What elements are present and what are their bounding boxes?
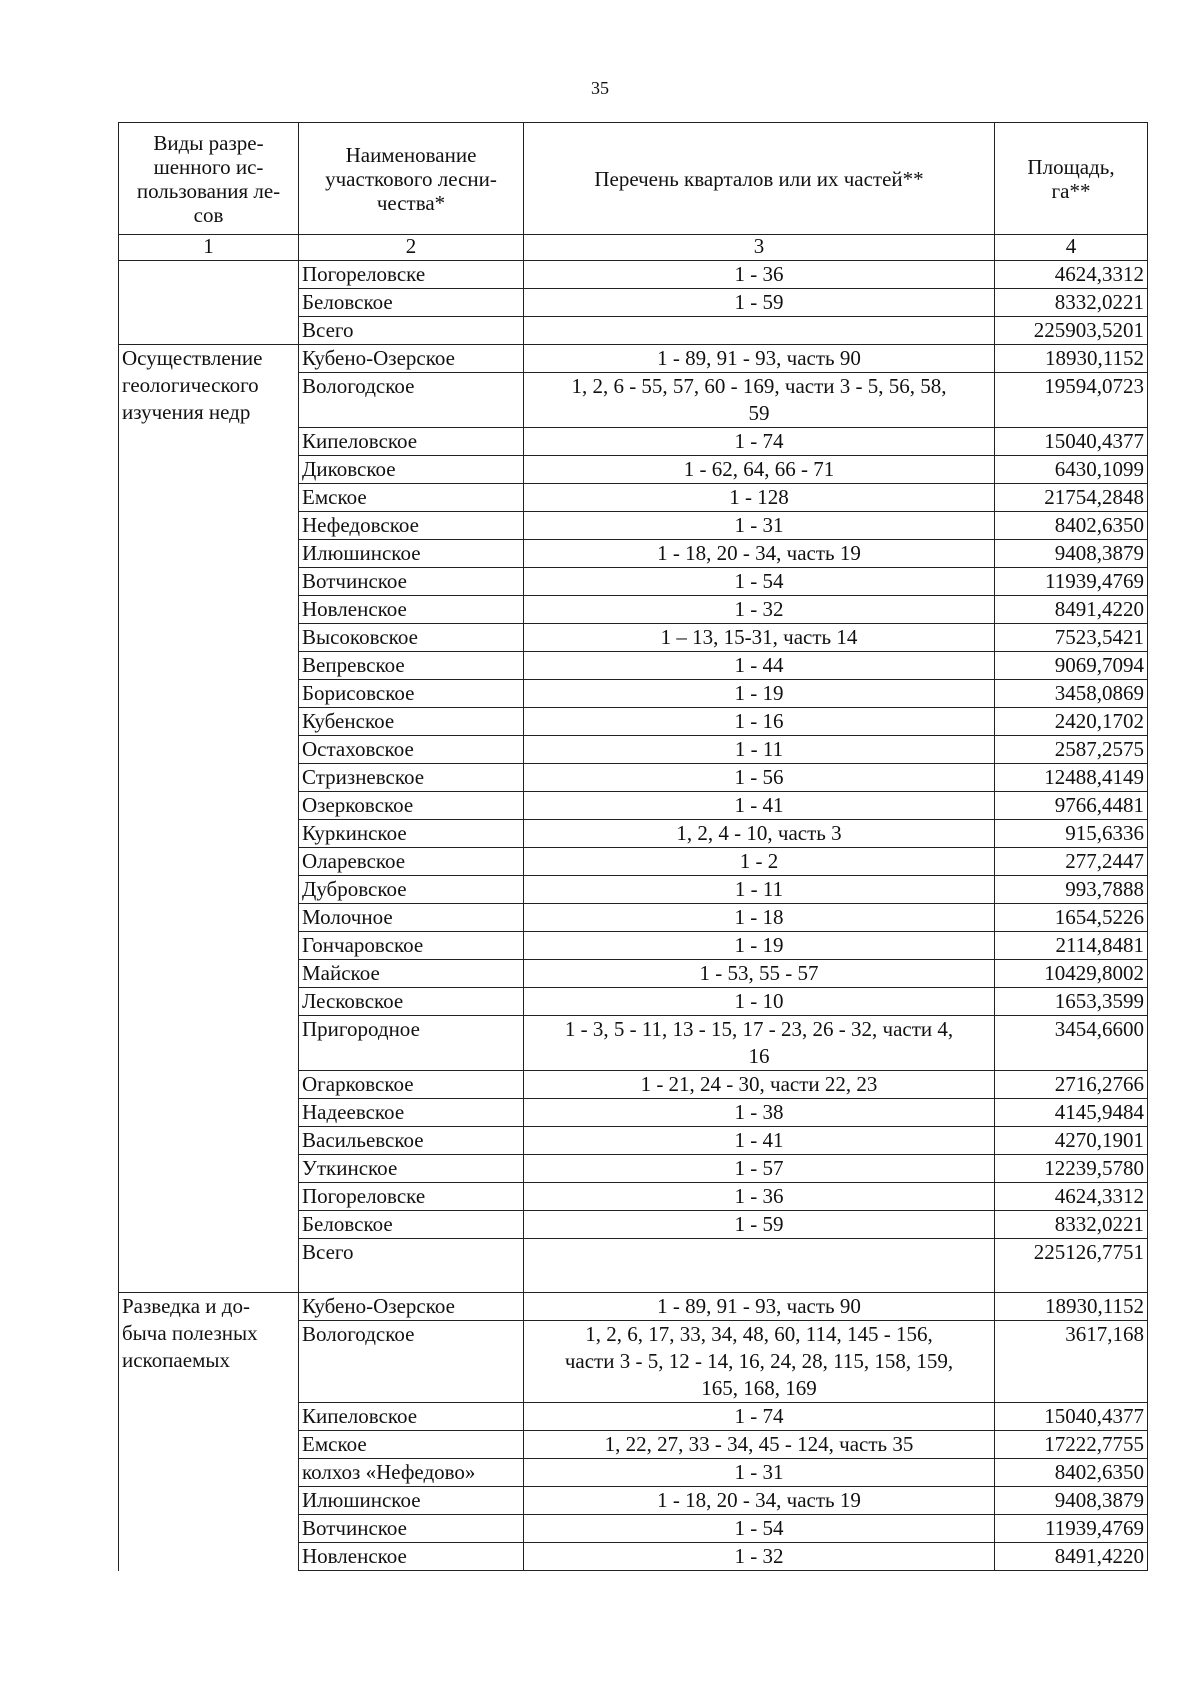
forestry-cell: Вологодское: [299, 373, 524, 428]
quarters-cell: 1 - 128: [524, 484, 995, 512]
area-cell: 9069,7094: [995, 652, 1148, 680]
forest-use-table: [118, 122, 1148, 1571]
forestry-cell: Высоковское: [299, 624, 524, 652]
quarters-cell: [524, 317, 995, 345]
header-quarters: Перечень кварталов или их частей**: [524, 123, 995, 235]
area-cell: 1653,3599: [995, 988, 1148, 1016]
area-cell: 8332,0221: [995, 1211, 1148, 1239]
quarters-cell: 1 - 19: [524, 932, 995, 960]
forestry-cell: Илюшинское: [299, 1487, 524, 1515]
area-cell: 8332,0221: [995, 289, 1148, 317]
area-cell: 8402,6350: [995, 512, 1148, 540]
area-cell: 225126,7751: [995, 1239, 1148, 1293]
forestry-cell: Борисовское: [299, 680, 524, 708]
column-number: 3: [524, 235, 995, 261]
forestry-cell: Васильевское: [299, 1127, 524, 1155]
forestry-cell: Вепревское: [299, 652, 524, 680]
quarters-cell: 1 - 32: [524, 1543, 995, 1571]
forestry-cell: Стризневское: [299, 764, 524, 792]
area-cell: 225903,5201: [995, 317, 1148, 345]
column-number: 1: [119, 235, 299, 261]
forestry-cell: Кубено-Озерское: [299, 1293, 524, 1321]
forestry-cell: Майское: [299, 960, 524, 988]
header-area: Площадь, га**: [995, 123, 1148, 235]
quarters-cell: 1 - 41: [524, 1127, 995, 1155]
quarters-cell: 1 - 11: [524, 876, 995, 904]
area-cell: 19594,0723: [995, 373, 1148, 428]
forestry-cell: Емское: [299, 1431, 524, 1459]
area-cell: 6430,1099: [995, 456, 1148, 484]
quarters-cell: 1 - 89, 91 - 93, часть 90: [524, 345, 995, 373]
area-cell: 9408,3879: [995, 1487, 1148, 1515]
quarters-cell: 1 - 56: [524, 764, 995, 792]
quarters-cell: 1 - 41: [524, 792, 995, 820]
header-use-type: Виды разре- шенного ис- пользования ле- сов: [119, 123, 299, 235]
area-cell: 3617,168: [995, 1321, 1148, 1403]
forestry-cell: Беловское: [299, 1211, 524, 1239]
quarters-cell: 1 - 59: [524, 289, 995, 317]
forestry-cell: Диковское: [299, 456, 524, 484]
quarters-cell: 1 - 18, 20 - 34, часть 19: [524, 540, 995, 568]
forestry-cell: Вологодское: [299, 1321, 524, 1403]
forestry-cell: Нефедовское: [299, 512, 524, 540]
forestry-cell: Новленское: [299, 1543, 524, 1571]
quarters-cell: 1 - 18: [524, 904, 995, 932]
quarters-cell: 1 - 36: [524, 1183, 995, 1211]
quarters-cell: 1 - 89, 91 - 93, часть 90: [524, 1293, 995, 1321]
column-number: 4: [995, 235, 1148, 261]
area-cell: 9766,4481: [995, 792, 1148, 820]
quarters-cell: 1 - 38: [524, 1099, 995, 1127]
forestry-cell: Пригородное: [299, 1016, 524, 1071]
forestry-cell: Озерковское: [299, 792, 524, 820]
forestry-cell: Вотчинское: [299, 1515, 524, 1543]
quarters-cell: 1 - 54: [524, 1515, 995, 1543]
forestry-cell: Кубенское: [299, 708, 524, 736]
quarters-cell: 1 - 10: [524, 988, 995, 1016]
forestry-cell: Всего: [299, 1239, 524, 1293]
area-cell: 2114,8481: [995, 932, 1148, 960]
column-number-row: [119, 235, 1148, 261]
quarters-cell: 1 - 74: [524, 1403, 995, 1431]
quarters-cell: 1 - 31: [524, 512, 995, 540]
area-cell: 4145,9484: [995, 1099, 1148, 1127]
area-cell: 3454,6600: [995, 1016, 1148, 1071]
forestry-cell: Куркинское: [299, 820, 524, 848]
quarters-cell: 1, 2, 4 - 10, часть 3: [524, 820, 995, 848]
area-cell: 2587,2575: [995, 736, 1148, 764]
table-row: [119, 345, 1148, 373]
area-cell: 18930,1152: [995, 345, 1148, 373]
quarters-cell: 1 - 11: [524, 736, 995, 764]
area-cell: 3458,0869: [995, 680, 1148, 708]
quarters-cell: [524, 1239, 995, 1293]
table-row: [119, 1293, 1148, 1321]
quarters-cell: 1 - 74: [524, 428, 995, 456]
quarters-cell: 1, 2, 6, 17, 33, 34, 48, 60, 114, 145 - 156, части 3 - 5, 12 - 14, 16, 24, 28, 115, 158, 159, 165, 168, 169: [524, 1321, 995, 1403]
table-row: [119, 261, 1148, 289]
forestry-cell: Емское: [299, 484, 524, 512]
area-cell: 4624,3312: [995, 1183, 1148, 1211]
quarters-cell: 1, 22, 27, 33 - 34, 45 - 124, часть 35: [524, 1431, 995, 1459]
area-cell: 18930,1152: [995, 1293, 1148, 1321]
quarters-cell: 1 - 21, 24 - 30, части 22, 23: [524, 1071, 995, 1099]
area-cell: 8491,4220: [995, 1543, 1148, 1571]
quarters-cell: 1 - 32: [524, 596, 995, 624]
forestry-cell: Уткинское: [299, 1155, 524, 1183]
quarters-cell: 1 - 16: [524, 708, 995, 736]
quarters-cell: 1 - 2: [524, 848, 995, 876]
area-cell: 10429,8002: [995, 960, 1148, 988]
quarters-cell: 1, 2, 6 - 55, 57, 60 - 169, части 3 - 5, 56, 58, 59: [524, 373, 995, 428]
area-cell: 11939,4769: [995, 568, 1148, 596]
forestry-cell: колхоз «Нефедово»: [299, 1459, 524, 1487]
quarters-cell: 1 - 18, 20 - 34, часть 19: [524, 1487, 995, 1515]
header-forestry: Наименование участкового лесни- чества*: [299, 123, 524, 235]
forestry-cell: Гончаровское: [299, 932, 524, 960]
quarters-cell: 1 - 19: [524, 680, 995, 708]
quarters-cell: 1 - 57: [524, 1155, 995, 1183]
forestry-cell: Молочное: [299, 904, 524, 932]
forestry-cell: Надеевское: [299, 1099, 524, 1127]
forestry-cell: Всего: [299, 317, 524, 345]
area-cell: 8491,4220: [995, 596, 1148, 624]
forestry-cell: Дубровское: [299, 876, 524, 904]
area-cell: 2420,1702: [995, 708, 1148, 736]
quarters-cell: 1 - 54: [524, 568, 995, 596]
quarters-cell: 1 - 62, 64, 66 - 71: [524, 456, 995, 484]
area-cell: 15040,4377: [995, 1403, 1148, 1431]
forestry-cell: Остаховское: [299, 736, 524, 764]
quarters-cell: 1 - 36: [524, 261, 995, 289]
forestry-cell: Илюшинское: [299, 540, 524, 568]
forestry-cell: Новленское: [299, 596, 524, 624]
forestry-cell: Вотчинское: [299, 568, 524, 596]
area-cell: 21754,2848: [995, 484, 1148, 512]
area-cell: 915,6336: [995, 820, 1148, 848]
quarters-cell: 1 - 44: [524, 652, 995, 680]
area-cell: 15040,4377: [995, 428, 1148, 456]
area-cell: 4270,1901: [995, 1127, 1148, 1155]
area-cell: 17222,7755: [995, 1431, 1148, 1459]
forestry-cell: Погореловске: [299, 1183, 524, 1211]
use-type-cell: Разведка и до- быча полезных ископаемых: [119, 1293, 299, 1571]
quarters-cell: 1 - 59: [524, 1211, 995, 1239]
area-cell: 12239,5780: [995, 1155, 1148, 1183]
header-row: [119, 123, 1148, 235]
quarters-cell: 1 - 31: [524, 1459, 995, 1487]
area-cell: 7523,5421: [995, 624, 1148, 652]
forestry-cell: Кубено-Озерское: [299, 345, 524, 373]
forestry-cell: Лесковское: [299, 988, 524, 1016]
forestry-cell: Оларевское: [299, 848, 524, 876]
quarters-cell: 1 – 13, 15-31, часть 14: [524, 624, 995, 652]
use-type-cell: Осуществление геологического изучения недр: [119, 345, 299, 1293]
area-cell: 2716,2766: [995, 1071, 1148, 1099]
forestry-cell: Кипеловское: [299, 428, 524, 456]
area-cell: 11939,4769: [995, 1515, 1148, 1543]
column-number: 2: [299, 235, 524, 261]
forestry-cell: Кипеловское: [299, 1403, 524, 1431]
quarters-cell: 1 - 3, 5 - 11, 13 - 15, 17 - 23, 26 - 32, части 4, 16: [524, 1016, 995, 1071]
area-cell: 1654,5226: [995, 904, 1148, 932]
forestry-cell: Беловское: [299, 289, 524, 317]
area-cell: 993,7888: [995, 876, 1148, 904]
area-cell: 277,2447: [995, 848, 1148, 876]
area-cell: 4624,3312: [995, 261, 1148, 289]
use-type-cell: [119, 261, 299, 345]
area-cell: 8402,6350: [995, 1459, 1148, 1487]
forestry-cell: Погореловске: [299, 261, 524, 289]
forestry-cell: Огарковское: [299, 1071, 524, 1099]
area-cell: 12488,4149: [995, 764, 1148, 792]
page-number: 35: [591, 78, 609, 98]
quarters-cell: 1 - 53, 55 - 57: [524, 960, 995, 988]
area-cell: 9408,3879: [995, 540, 1148, 568]
